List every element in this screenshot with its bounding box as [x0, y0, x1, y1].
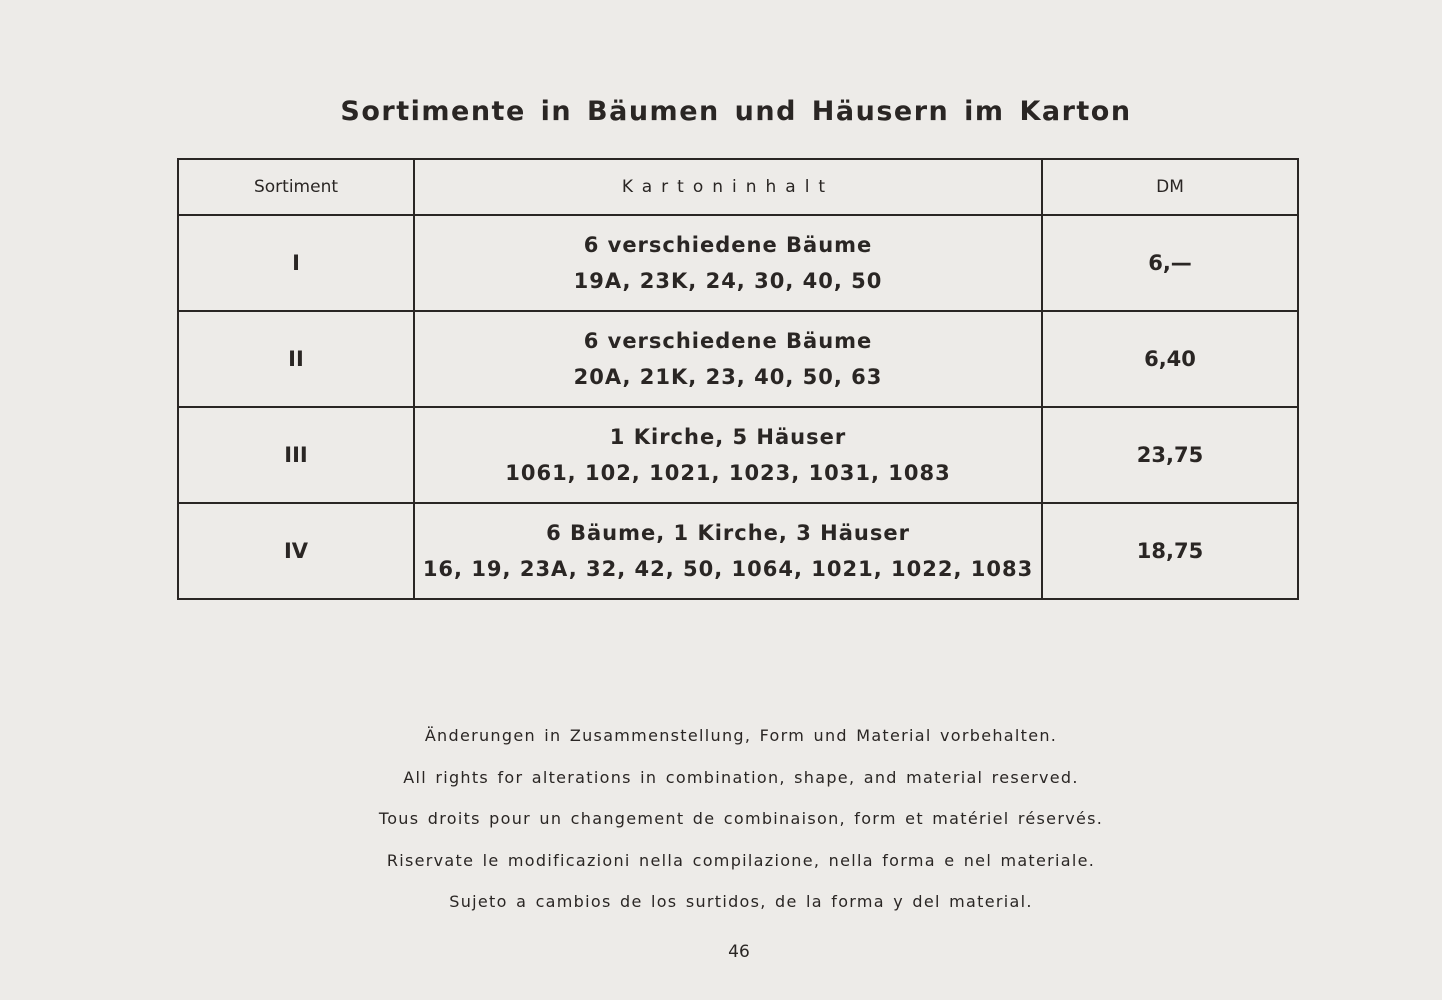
content-item-numbers: 16, 19, 23A, 32, 42, 50, 1064, 1021, 1022, 1083 — [422, 557, 1034, 581]
sortiment-number: IV — [178, 503, 414, 599]
table-row — [178, 503, 1298, 599]
table-row — [178, 311, 1298, 407]
sortiment-number: I — [178, 215, 414, 311]
note-german: Änderungen in Zusammenstellung, Form und Material vorbehalten. — [424, 726, 1058, 745]
note-italian: Riservate le modificazioni nella compilazione, nella forma e nel materiale. — [386, 850, 1096, 870]
page-number: 46 — [728, 942, 750, 962]
sortiment-number: II — [178, 311, 414, 407]
price: 18,75 — [1042, 503, 1298, 599]
carton-content — [414, 503, 1042, 599]
sortiment-number: III — [178, 407, 414, 503]
disclaimer-notes — [0, 720, 1442, 928]
content-item-numbers: 19A, 23K, 24, 30, 40, 50 — [573, 269, 883, 293]
carton-content — [414, 215, 1042, 311]
content-description: 6 Bäume, 1 Kirche, 3 Häuser — [546, 521, 910, 545]
content-description: 6 verschiedene Bäume — [583, 233, 873, 257]
table-row — [178, 215, 1298, 311]
table-row — [178, 407, 1298, 503]
content-item-numbers: 20A, 21K, 23, 40, 50, 63 — [573, 365, 883, 389]
price: 6,— — [1042, 215, 1298, 311]
table-header-row — [178, 159, 1298, 215]
note-spanish: Sujeto a cambios de los surtidos, de la forma y del material. — [449, 892, 1033, 911]
price: 23,75 — [1042, 407, 1298, 503]
page-title: Sortimente in Bäumen und Häusern im Karton — [340, 96, 1132, 127]
note-english: All rights for alterations in combination, shape, and material reserved. — [403, 767, 1079, 787]
content-description: 6 verschiedene Bäume — [583, 329, 873, 353]
content-item-numbers: 1061, 102, 1021, 1023, 1031, 1083 — [505, 461, 951, 485]
carton-content — [414, 407, 1042, 503]
assortment-table — [177, 158, 1299, 600]
header-sortiment: Sortiment — [178, 159, 414, 215]
note-french: Tous droits pour un changement de combinaison, form et matériel réservés. — [378, 809, 1104, 828]
header-content: Kartoninhalt — [414, 159, 1042, 215]
content-description: 1 Kirche, 5 Häuser — [609, 425, 847, 449]
price: 6,40 — [1042, 311, 1298, 407]
carton-content — [414, 311, 1042, 407]
header-price: DM — [1042, 159, 1298, 215]
